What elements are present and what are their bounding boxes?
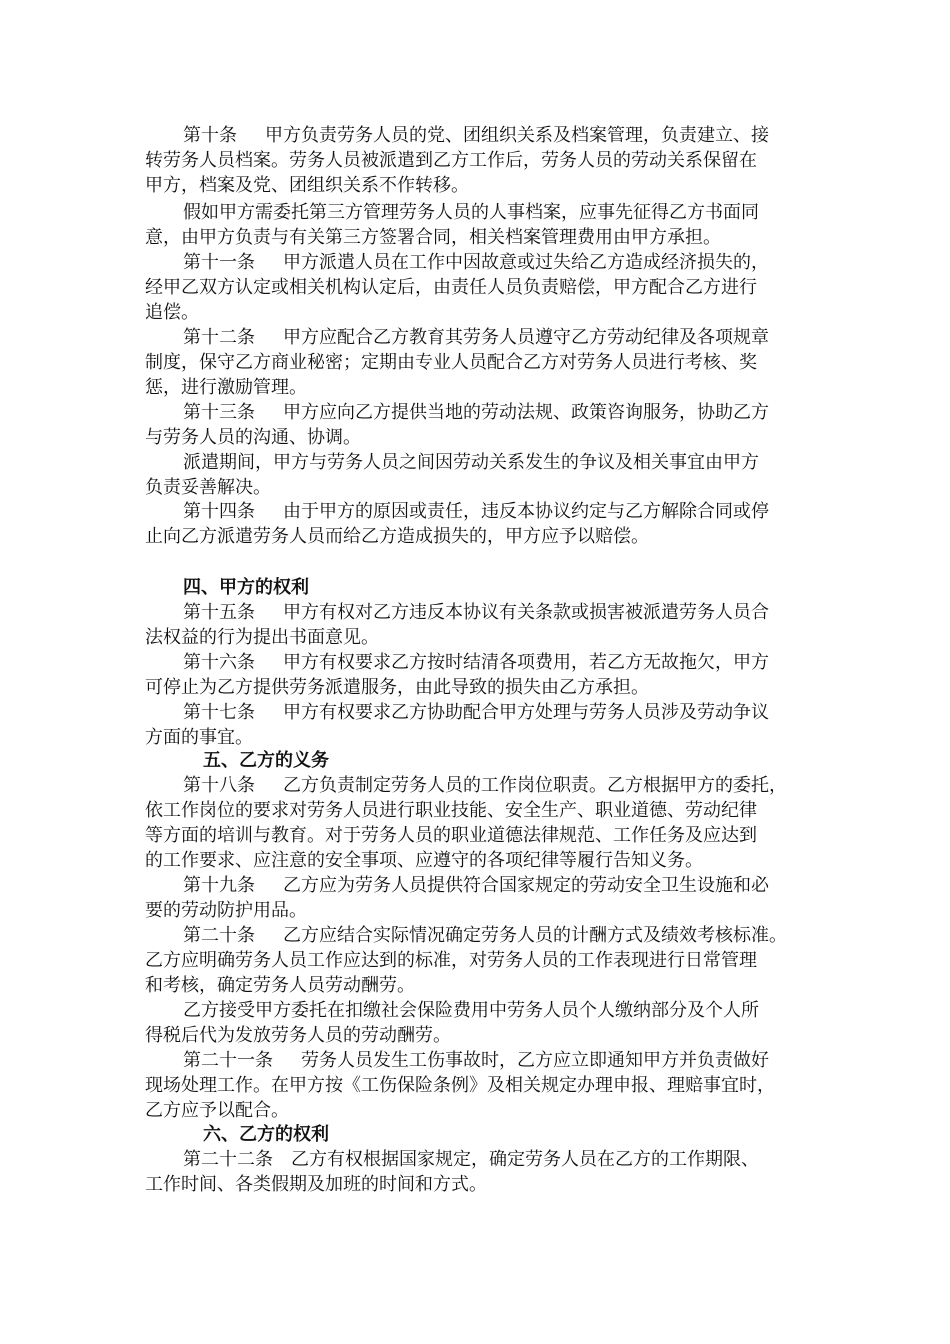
article-text: 甲方有权对乙方违反本协议有关条款或损害被派遣劳务人员合: [283, 602, 769, 623]
article-16-line-1: [183, 651, 769, 675]
article-17-line-1: [183, 701, 769, 725]
article-13-para-2-line-1: 派遣期间，甲方与劳务人员之间因劳动关系发生的争议及相关事宜由甲方: [183, 452, 759, 473]
article-number: 第二十条: [183, 925, 255, 946]
article-19-line-2: 要的劳动防护用品。: [145, 900, 307, 921]
article-18-line-3: 等方面的培训与教育。对于劳务人员的职业道德法律规范、工作任务及应达到: [145, 825, 757, 846]
article-13-line-2: 与劳务人员的沟通、协调。: [145, 427, 361, 448]
article-11-line-2: 经甲乙双方认定或相关机构认定后，由责任人员负责赔偿，甲方配合乙方进行: [145, 277, 757, 298]
article-number: 第十六条: [183, 652, 255, 673]
article-number: 第二十二条: [183, 1149, 273, 1170]
article-19-line-1: [183, 874, 769, 898]
article-20-line-3: 和考核，确定劳务人员劳动酬劳。: [145, 975, 415, 996]
article-22-line-2: 工作时间、各类假期及加班的时间和方式。: [145, 1174, 487, 1195]
article-text: 甲方有权要求乙方协助配合甲方处理与劳务人员涉及劳动争议: [283, 702, 769, 723]
article-text: 甲方应配合乙方教育其劳务人员遵守乙方劳动纪律及各项规章: [283, 327, 769, 348]
article-text: 甲方派遣人员在工作中因故意或过失给乙方造成经济损失的，: [283, 252, 769, 273]
article-13-line-1: [183, 401, 769, 425]
article-number: 第十一条: [183, 252, 255, 273]
article-text: 甲方应向乙方提供当地的劳动法规、政策咨询服务，协助乙方: [283, 402, 769, 423]
section-6-heading: 六、乙方的权利: [203, 1124, 329, 1145]
article-15-line-1: [183, 601, 769, 625]
article-20-para-2-line-1: 乙方接受甲方委托在扣缴社会保险费用中劳务人员个人缴纳部分及个人所: [183, 1000, 759, 1021]
article-text: 乙方应结合实际情况确定劳务人员的计酬方式及绩效考核标准。: [283, 925, 787, 946]
article-number: 第十条: [183, 125, 237, 146]
article-22-line-1: [183, 1148, 759, 1172]
article-11-line-3: 追偿。: [145, 302, 199, 323]
article-number: 第十五条: [183, 602, 255, 623]
article-16-line-2: 可停止为乙方提供劳务派遣服务，由此导致的损失由乙方承担。: [145, 677, 649, 698]
section-5-heading: 五、乙方的义务: [203, 750, 329, 771]
article-14-line-2: 止向乙方派遣劳务人员而给乙方造成损失的，甲方应予以赔偿。: [145, 526, 649, 547]
article-18-line-4: 的工作要求、应注意的安全事项、应遵守的各项纪律等履行告知义务。: [145, 850, 703, 871]
article-text: 甲方负责劳务人员的党、团组织关系及档案管理，负责建立、接: [265, 125, 769, 146]
article-15-line-2: 法权益的行为提出书面意见。: [145, 627, 379, 648]
article-12-line-3: 惩，进行激励管理。: [145, 377, 307, 398]
article-18-line-2: 依工作岗位的要求对劳务人员进行职业技能、安全生产、职业道德、劳动纪律: [145, 800, 757, 821]
article-21-line-2: 现场处理工作。在甲方按《工伤保险条例》及相关规定办理申报、理赔事宜时，: [145, 1075, 775, 1096]
article-13-para-2-line-2: 负责妥善解决。: [145, 477, 271, 498]
article-number: 第十七条: [183, 702, 255, 723]
article-10-para-2-line-1: 假如甲方需委托第三方管理劳务人员的人事档案，应事先征得乙方书面同: [183, 202, 759, 223]
article-number: 第十八条: [183, 775, 255, 796]
article-number: 第十九条: [183, 875, 255, 896]
article-20-line-2: 乙方应明确劳务人员工作应达到的标准，对劳务人员的工作表现进行日常管理: [145, 950, 757, 971]
article-21-line-1: [183, 1049, 769, 1073]
article-20-para-2-line-2: 得税后代为发放劳务人员的劳动酬劳。: [145, 1025, 451, 1046]
article-text: 乙方有权根据国家规定，确定劳务人员在乙方的工作期限、: [291, 1149, 759, 1170]
article-text: 劳务人员发生工伤事故时，乙方应立即通知甲方并负责做好: [301, 1050, 769, 1071]
article-21-line-3: 乙方应予以配合。: [145, 1100, 289, 1121]
article-12-line-1: [183, 326, 769, 350]
article-text: 甲方有权要求乙方按时结清各项费用，若乙方无故拖欠，甲方: [283, 652, 769, 673]
article-number: 第十二条: [183, 327, 255, 348]
article-11-line-1: [183, 251, 769, 275]
article-10-line-3: 甲方，档案及党、团组织关系不作转移。: [145, 175, 469, 196]
section-4-heading: 四、甲方的权利: [183, 577, 309, 598]
article-number: 第十四条: [183, 501, 255, 522]
article-text: 乙方应为劳务人员提供符合国家规定的劳动安全卫生设施和必: [283, 875, 769, 896]
article-20-line-1: [183, 924, 787, 948]
article-12-line-2: 制度，保守乙方商业秘密；定期由专业人员配合乙方对劳务人员进行考核、奖: [145, 352, 757, 373]
article-10-line-2: 转劳务人员档案。劳务人员被派遣到乙方工作后，劳务人员的劳动关系保留在: [145, 150, 757, 171]
article-number: 第十三条: [183, 402, 255, 423]
article-18-line-1: [183, 774, 787, 798]
article-14-line-1: [183, 500, 769, 524]
article-17-line-2: 方面的事宜。: [145, 727, 253, 748]
article-text: 由于甲方的原因或责任，违反本协议约定与乙方解除合同或停: [283, 501, 769, 522]
article-10-para-2-line-2: 意，由甲方负责与有关第三方签署合同，相关档案管理费用由甲方承担。: [145, 227, 721, 248]
article-text: 乙方负责制定劳务人员的工作岗位职责。乙方根据甲方的委托，: [283, 775, 787, 796]
article-number: 第二十一条: [183, 1050, 273, 1071]
article-10-line-1: [183, 124, 769, 148]
